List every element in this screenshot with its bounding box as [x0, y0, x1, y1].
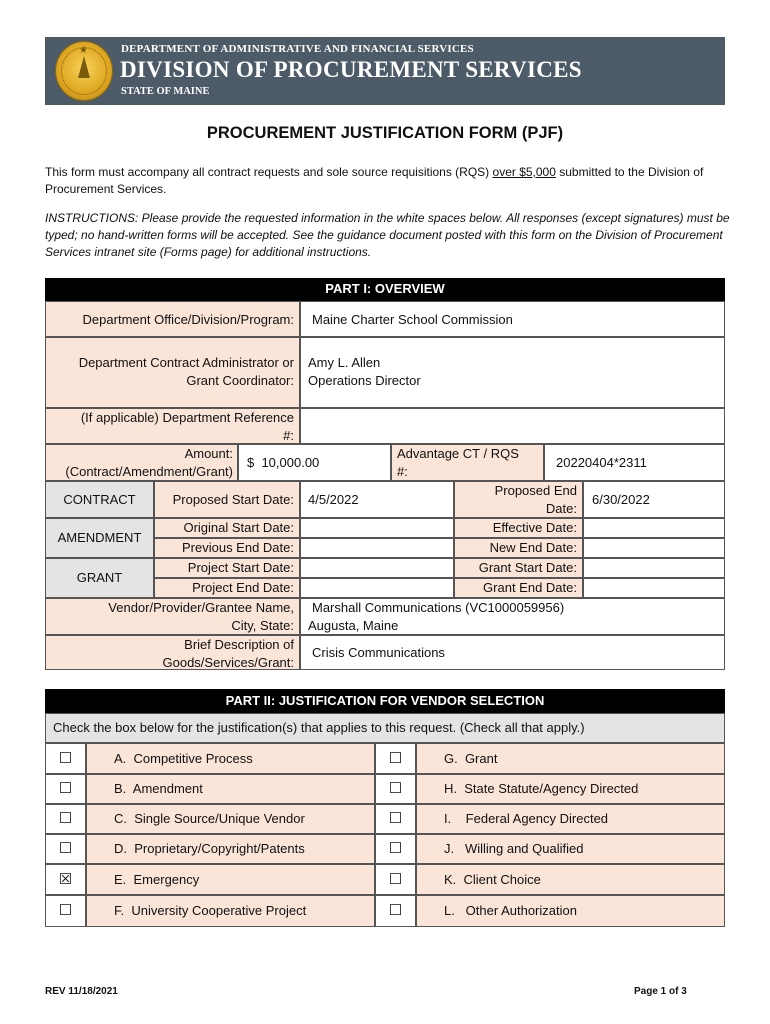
advantage-label-line2: #: — [397, 464, 408, 479]
instructions-text: INSTRUCTIONS: Please provide the requested information in the white spaces below. All responses (except signatures) must be typed; no hand-written forms will be accepted. See the guidance document posted with this form on the Division of Procurement Services intranet site (Forms page) for additional instructions. — [45, 211, 730, 259]
page-number: Page 1 of 3 — [634, 986, 687, 997]
ref-label-line1: (If applicable) Department Reference — [80, 410, 294, 425]
proposed-end-label-line1: Proposed End — [494, 483, 577, 498]
grant-start-label-cell — [454, 558, 583, 578]
justification-option-j: J. Willing and Qualified — [416, 834, 725, 864]
checkbox-j[interactable]: ☐ — [375, 834, 416, 864]
checkbox-c[interactable]: ☐ — [45, 804, 86, 834]
amount-label-cell — [45, 444, 238, 481]
checkbox-a[interactable]: ☐ — [45, 743, 86, 774]
grant-label: GRANT — [76, 570, 123, 585]
proposed-end-label-line2: Date: — [545, 501, 577, 516]
grant-end-label-cell — [454, 578, 583, 598]
banner-state: STATE OF MAINE — [121, 86, 210, 97]
advantage-label-line1: Advantage CT / RQS — [397, 446, 519, 461]
proposed-start-field[interactable] — [300, 481, 454, 518]
desc-value: Crisis Communications — [312, 645, 445, 660]
advantage-value: 20220404*2311 — [556, 455, 647, 470]
part2-instruction: Check the box below for the justification(s) that applies to this request. (Check all that apply.) — [53, 720, 585, 735]
proposed-start-label-cell — [154, 481, 300, 518]
new-end-label: New End Date: — [489, 540, 577, 555]
new-end-label-cell — [454, 538, 583, 558]
previous-end-field[interactable] — [300, 538, 454, 558]
checkbox-h[interactable]: ☐ — [375, 774, 416, 804]
desc-label-line2: Goods/Services/Grant: — [162, 655, 294, 670]
advantage-label-cell — [391, 444, 544, 481]
grant-start-label: Grant Start Date: — [478, 560, 577, 575]
admin-field[interactable] — [300, 337, 725, 408]
checkbox-f[interactable]: ☐ — [45, 895, 86, 927]
justification-option-d: D. Proprietary/Copyright/Patents — [86, 834, 375, 864]
project-start-label-cell — [154, 558, 300, 578]
project-start-label: Project Start Date: — [187, 560, 294, 575]
effective-date-label: Effective Date: — [492, 520, 577, 535]
admin-title: Operations Director — [308, 373, 421, 388]
justification-option-l: L. Other Authorization — [416, 895, 725, 927]
advantage-field[interactable] — [544, 444, 725, 481]
justification-option-a: A. Competitive Process — [86, 743, 375, 774]
project-start-field[interactable] — [300, 558, 454, 578]
grant-end-field[interactable] — [583, 578, 725, 598]
grant-start-field[interactable] — [583, 558, 725, 578]
checkbox-k[interactable]: ☐ — [375, 864, 416, 895]
amount-value: $ 10,000.00 — [247, 455, 320, 470]
amount-label-line2: (Contract/Amendment/Grant) — [65, 464, 233, 479]
intro-text: This form must accompany all contract requests and sole source requisitions (RQS) over $5,000 submitted to the Division of Procurement Services. — [45, 165, 704, 196]
justification-option-i: I. Federal Agency Directed — [416, 804, 725, 834]
vendor-city: Augusta, Maine — [308, 618, 399, 633]
vendor-label-line1: Vendor/Provider/Grantee Name, — [108, 600, 294, 615]
project-end-field[interactable] — [300, 578, 454, 598]
justification-option-f: F. University Cooperative Project — [86, 895, 375, 927]
ref-label-cell — [45, 408, 300, 444]
grant-end-label: Grant End Date: — [483, 580, 577, 595]
justification-option-k: K. Client Choice — [416, 864, 725, 895]
dept-value: Maine Charter School Commission — [312, 312, 513, 327]
desc-label-line1: Brief Description of — [184, 637, 294, 652]
previous-end-label: Previous End Date: — [181, 540, 294, 555]
project-end-label-cell — [154, 578, 300, 598]
revision-date: REV 11/18/2021 — [45, 986, 118, 997]
state-seal-icon: ★ — [55, 41, 113, 101]
amount-field[interactable] — [238, 444, 391, 481]
effective-date-label-cell — [454, 518, 583, 538]
original-start-label-cell — [154, 518, 300, 538]
original-start-field[interactable] — [300, 518, 454, 538]
desc-label-cell — [45, 635, 300, 670]
admin-name: Amy L. Allen — [308, 355, 381, 370]
admin-label-line2: Grant Coordinator: — [186, 373, 294, 388]
threshold-text: over $5,000 — [492, 165, 556, 179]
justification-option-h: H. State Statute/Agency Directed — [416, 774, 725, 804]
dept-field[interactable] — [300, 301, 725, 337]
justification-option-e: E. Emergency — [86, 864, 375, 895]
proposed-start-label: Proposed Start Date: — [172, 492, 294, 507]
effective-date-field[interactable] — [583, 518, 725, 538]
dept-label-cell — [45, 301, 300, 337]
admin-label-line1: Department Contract Administrator or — [78, 355, 294, 370]
banner-division: DIVISION OF PROCUREMENT SERVICES — [120, 57, 582, 82]
dept-label: Department Office/Division/Program: — [82, 312, 294, 327]
ref-label-line2: #: — [283, 428, 294, 443]
checkbox-g[interactable]: ☐ — [375, 743, 416, 774]
new-end-field[interactable] — [583, 538, 725, 558]
grant-label-cell — [45, 558, 154, 598]
proposed-end-field[interactable] — [583, 481, 725, 518]
vendor-name: Marshall Communications (VC1000059956) — [312, 600, 565, 615]
checkbox-b[interactable]: ☐ — [45, 774, 86, 804]
part1-header: PART I: OVERVIEW — [45, 278, 725, 301]
amount-label-line1: Amount: — [184, 446, 233, 461]
justification-option-g: G. Grant — [416, 743, 725, 774]
previous-end-label-cell — [154, 538, 300, 558]
admin-label-cell — [45, 337, 300, 408]
contract-label-cell — [45, 481, 154, 518]
checkbox-d[interactable]: ☐ — [45, 834, 86, 864]
form-title: PROCUREMENT JUSTIFICATION FORM (PJF) — [206, 124, 564, 142]
checkbox-l[interactable]: ☐ — [375, 895, 416, 927]
checkbox-i[interactable]: ☐ — [375, 804, 416, 834]
header-banner — [45, 37, 725, 105]
desc-field[interactable] — [300, 635, 725, 670]
vendor-field[interactable] — [300, 598, 725, 635]
part2-header: PART II: JUSTIFICATION FOR VENDOR SELECTION — [45, 689, 725, 713]
amendment-label: AMENDMENT — [57, 530, 142, 545]
amendment-label-cell — [45, 518, 154, 558]
original-start-label: Original Start Date: — [183, 520, 294, 535]
checkbox-e[interactable]: ☒ — [45, 864, 86, 895]
proposed-end-value: 6/30/2022 — [592, 492, 650, 507]
proposed-end-label-cell — [454, 481, 583, 518]
justification-option-b: B. Amendment — [86, 774, 375, 804]
part2-instruction-cell — [45, 713, 725, 743]
banner-department: DEPARTMENT OF ADMINISTRATIVE AND FINANCIAL SERVICES — [121, 43, 474, 55]
vendor-label-cell — [45, 598, 300, 635]
proposed-start-value: 4/5/2022 — [308, 492, 359, 507]
ref-field[interactable] — [300, 408, 725, 444]
vendor-label-line2: City, State: — [231, 618, 294, 633]
project-end-label: Project End Date: — [192, 580, 294, 595]
contract-label: CONTRACT — [63, 492, 136, 507]
justification-option-c: C. Single Source/Unique Vendor — [86, 804, 375, 834]
